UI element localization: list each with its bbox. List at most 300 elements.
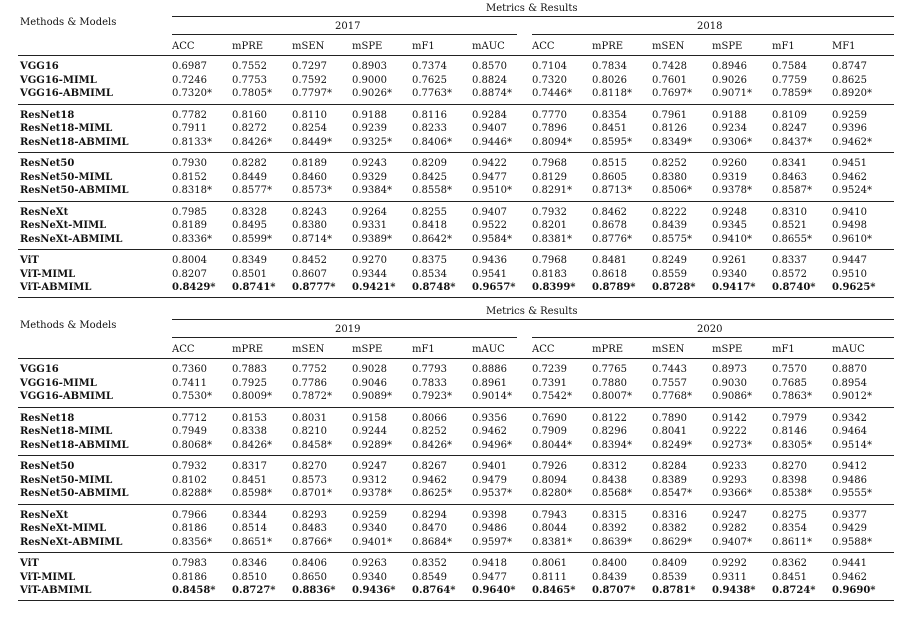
- table-cell: 0.9410*: [712, 233, 752, 245]
- table-cell: 0.9418: [472, 558, 507, 569]
- table-bottom-rule: [18, 600, 894, 601]
- table-cell: 0.8684*: [412, 536, 452, 548]
- table-cell: 0.9555*: [832, 488, 872, 499]
- table-cell: 0.9429: [832, 523, 867, 534]
- table-cell: 0.9477: [472, 171, 507, 183]
- table-cell: 0.8607: [292, 268, 327, 280]
- table-cell: 0.8534: [412, 268, 447, 280]
- table-cell: 0.7690: [532, 412, 567, 424]
- table-cell: 0.9436*: [352, 585, 396, 596]
- table-cell: 0.7625: [412, 74, 447, 86]
- table-cell: 0.7685: [772, 377, 807, 389]
- table-cell: 0.7925: [232, 377, 267, 389]
- table-cell: 0.9422: [472, 158, 507, 169]
- table-cell: 0.9188: [352, 109, 387, 121]
- table-cell: 0.8451: [232, 474, 267, 486]
- table-cell: 0.8346: [232, 558, 267, 569]
- group-rule: [18, 104, 894, 105]
- method-name: ResNet50: [20, 461, 75, 472]
- table-cell: 0.8044*: [532, 439, 572, 451]
- column-header: mF1: [412, 41, 435, 52]
- table-cell: 0.8094: [532, 474, 567, 486]
- table-cell: 0.8201: [532, 220, 567, 231]
- table-cell: 0.7770: [532, 109, 567, 121]
- table-cell: 0.9438*: [712, 585, 756, 596]
- table-cell: 0.7530*: [172, 391, 212, 402]
- table-cell: 0.7374: [412, 61, 447, 72]
- table-cell: 0.8267: [412, 461, 447, 472]
- table-cell: 0.8315: [592, 509, 627, 521]
- table-cell: 0.8462: [592, 206, 627, 218]
- table-cell: 0.8463: [772, 171, 807, 183]
- table-cell: 0.8133*: [172, 136, 212, 148]
- table-cell: 0.9345: [712, 220, 747, 231]
- table-cell: 0.8233: [412, 123, 447, 134]
- table-cell: 0.9510: [832, 268, 867, 280]
- table-cell: 0.8451: [592, 123, 627, 134]
- table-cell: 0.7968: [532, 158, 567, 169]
- column-header: mSEN: [652, 344, 685, 355]
- table-cell: 0.7923*: [412, 391, 452, 402]
- table-cell: 0.8294: [412, 509, 447, 521]
- table-cell: 0.7570: [772, 364, 807, 375]
- table-cell: 0.8249: [652, 255, 687, 266]
- table-cell: 0.7443: [652, 364, 687, 375]
- table-cell: 0.7753: [232, 74, 267, 86]
- table-cell: 0.9366*: [712, 488, 752, 499]
- method-name: ResNet50-MIML: [20, 474, 113, 486]
- table-cell: 0.8111: [532, 571, 567, 583]
- table-cell: 0.7246: [172, 74, 207, 86]
- table-cell: 0.8870: [832, 364, 867, 375]
- table-cell: 0.8573: [292, 474, 327, 486]
- table-cell: 0.6987: [172, 61, 207, 72]
- table-cell: 0.9259: [832, 109, 867, 121]
- table-cell: 0.9089*: [352, 391, 392, 402]
- table-cell: 0.8102: [172, 474, 207, 486]
- table-cell: 0.8439: [592, 571, 627, 583]
- table-cell: 0.7320*: [172, 88, 212, 99]
- table-cell: 0.9158: [352, 412, 387, 424]
- table-cell: 0.9625*: [832, 282, 876, 293]
- table-cell: 0.8920*: [832, 88, 872, 99]
- method-name: ResNet18: [20, 109, 75, 121]
- table-cell: 0.7391: [532, 377, 567, 389]
- table-cell: 0.8352: [412, 558, 447, 569]
- table-cell: 0.9312: [352, 474, 387, 486]
- table-cell: 0.9342: [832, 412, 867, 424]
- table-cell: 0.9462: [472, 426, 507, 437]
- table-cell: 0.8349: [232, 255, 267, 266]
- table-cell: 0.8061: [532, 558, 567, 569]
- table-cell: 0.8129: [532, 171, 567, 183]
- method-name: ResNeXt-MIML: [20, 523, 107, 534]
- table-cell: 0.8650: [292, 571, 327, 583]
- method-name: ResNet50-MIML: [20, 171, 113, 183]
- table-cell: 0.7542*: [532, 391, 572, 402]
- method-name: ResNet18: [20, 412, 75, 424]
- table-cell: 0.9421*: [352, 282, 396, 293]
- table-cell: 0.7584: [772, 61, 807, 72]
- table-cell: 0.8110: [292, 109, 327, 121]
- table-cell: 0.8394*: [592, 439, 632, 451]
- table-cell: 0.8426*: [232, 439, 272, 451]
- table-cell: 0.8291*: [532, 185, 572, 196]
- table-cell: 0.9263: [352, 558, 387, 569]
- table-cell: 0.9407*: [712, 536, 752, 548]
- table-cell: 0.9239: [352, 123, 387, 134]
- table-cell: 0.7943: [532, 509, 567, 521]
- table-cell: 0.8538*: [772, 488, 812, 499]
- table-cell: 0.8483: [292, 523, 327, 534]
- table-cell: 0.8296: [592, 426, 627, 437]
- method-name: ResNet50: [20, 158, 75, 169]
- table-cell: 0.9610*: [832, 233, 872, 245]
- table-cell: 0.8186: [172, 571, 207, 583]
- table-cell: 0.8501: [232, 268, 267, 280]
- table-cell: 0.8254: [292, 123, 327, 134]
- table-cell: 0.7805*: [232, 88, 272, 99]
- group-rule: [18, 455, 894, 456]
- method-name: ResNet50-ABMIML: [20, 185, 129, 196]
- table-cell: 0.8349*: [652, 136, 692, 148]
- table-cell: 0.8587*: [772, 185, 812, 196]
- table-cell: 0.8521: [772, 220, 807, 231]
- group-rule: [18, 249, 894, 250]
- table-cell: 0.7834: [592, 61, 627, 72]
- table-cell: 0.9270: [352, 255, 387, 266]
- table-cell: 0.8570: [472, 61, 507, 72]
- table-cell: 0.9447: [832, 255, 867, 266]
- table-cell: 0.9690*: [832, 585, 876, 596]
- table-cell: 0.9407: [472, 206, 507, 218]
- table-cell: 0.8611*: [772, 536, 812, 548]
- table-cell: 0.9293: [712, 474, 747, 486]
- table-cell: 0.7768*: [652, 391, 692, 402]
- table-cell: 0.9243: [352, 158, 387, 169]
- table-cell: 0.9522: [472, 220, 507, 231]
- table-cell: 0.8160: [232, 109, 267, 121]
- table-cell: 0.8418: [412, 220, 447, 231]
- column-header: mSPE: [712, 344, 743, 355]
- table-cell: 0.9142: [712, 412, 747, 424]
- table-cell: 0.8189: [172, 220, 207, 231]
- table-cell: 0.9417*: [712, 282, 756, 293]
- table-cell: 0.8338: [232, 426, 267, 437]
- column-header: mAUC: [472, 344, 505, 355]
- table-cell: 0.8406: [292, 558, 327, 569]
- table-cell: 0.8903: [352, 61, 387, 72]
- table-cell: 0.8284: [652, 461, 687, 472]
- table-cell: 0.8629*: [652, 536, 692, 548]
- table-cell: 0.8328: [232, 206, 267, 218]
- table-cell: 0.8558*: [412, 185, 452, 196]
- table-cell: 0.8354: [772, 523, 807, 534]
- column-header: mSEN: [652, 41, 685, 52]
- table-cell: 0.9597*: [472, 536, 512, 548]
- table-cell: 0.8362: [772, 558, 807, 569]
- table-cell: 0.9340: [712, 268, 747, 280]
- table-cell: 0.9537*: [472, 488, 512, 499]
- table-cell: 0.7411: [172, 377, 207, 389]
- method-name: ViT-MIML: [20, 268, 76, 280]
- table-cell: 0.8747: [832, 61, 867, 72]
- column-header: mSPE: [712, 41, 743, 52]
- year-header: 2017: [335, 21, 361, 32]
- table-cell: 0.8727*: [232, 585, 276, 596]
- table-cell: 0.9248: [712, 206, 747, 218]
- table-cell: 0.8701*: [292, 488, 332, 499]
- table-cell: 0.7557: [652, 377, 687, 389]
- table-cell: 0.9410: [832, 206, 867, 218]
- group-rule: [18, 504, 894, 505]
- table-cell: 0.9046: [352, 377, 387, 389]
- table-cell: 0.8255: [412, 206, 447, 218]
- table-cell: 0.8007*: [592, 391, 632, 402]
- method-name: ResNeXt: [20, 206, 69, 218]
- table-cell: 0.8209: [412, 158, 447, 169]
- table-cell: 0.8776*: [592, 233, 632, 245]
- method-name: VGG16-ABMIML: [20, 88, 113, 99]
- table-cell: 0.9244: [352, 426, 387, 437]
- table-cell: 0.8183: [532, 268, 567, 280]
- table-cell: 0.7932: [532, 206, 567, 218]
- table-cell: 0.9292: [712, 558, 747, 569]
- table-cell: 0.8573*: [292, 185, 332, 196]
- table-cell: 0.8247: [772, 123, 807, 134]
- table-cell: 0.8714*: [292, 233, 332, 245]
- table-cell: 0.8449: [232, 171, 267, 183]
- table-cell: 0.7697*: [652, 88, 692, 99]
- table-cell: 0.9260: [712, 158, 747, 169]
- table-cell: 0.8207: [172, 268, 207, 280]
- table-cell: 0.9233: [712, 461, 747, 472]
- table-cell: 0.9514*: [832, 439, 872, 451]
- table-cell: 0.7968: [532, 255, 567, 266]
- table-cell: 0.8336*: [172, 233, 212, 245]
- table-cell: 0.8152: [172, 171, 207, 183]
- year-header: 2019: [335, 324, 361, 335]
- table-cell: 0.8186: [172, 523, 207, 534]
- table-cell: 0.8886: [472, 364, 507, 375]
- table-cell: 0.7239: [532, 364, 567, 375]
- table-cell: 0.8766*: [292, 536, 332, 548]
- table-cell: 0.8510: [232, 571, 267, 583]
- table-cell: 0.9282: [712, 523, 747, 534]
- table-cell: 0.9325*: [352, 136, 392, 148]
- table-cell: 0.8406*: [412, 136, 452, 148]
- table-cell: 0.7930: [172, 158, 207, 169]
- table-cell: 0.7765: [592, 364, 627, 375]
- table-cell: 0.8439: [652, 220, 687, 231]
- group-rule: [18, 152, 894, 153]
- table-cell: 0.7297: [292, 61, 327, 72]
- table-cell: 0.7979: [772, 412, 807, 424]
- table-cell: 0.8495: [232, 220, 267, 231]
- table-cell: 0.8041: [652, 426, 687, 437]
- table-cell: 0.8595*: [592, 136, 632, 148]
- table-cell: 0.9378*: [712, 185, 752, 196]
- table-cell: 0.8748*: [412, 282, 456, 293]
- column-header: ACC: [172, 344, 195, 355]
- table-cell: 0.8375: [412, 255, 447, 266]
- table-cell: 0.8655*: [772, 233, 812, 245]
- table-cell: 0.8572: [772, 268, 807, 280]
- table-cell: 0.9030: [712, 377, 747, 389]
- column-header: mAUC: [472, 41, 505, 52]
- table-cell: 0.9401*: [352, 536, 392, 548]
- table-cell: 0.7782: [172, 109, 207, 121]
- group-rule: [18, 552, 894, 553]
- table-cell: 0.7552: [232, 61, 267, 72]
- table-cell: 0.9340: [352, 571, 387, 583]
- table-cell: 0.9407: [472, 123, 507, 134]
- table-cell: 0.9273*: [712, 439, 752, 451]
- table-cell: 0.8713*: [592, 185, 632, 196]
- table-cell: 0.9640*: [472, 585, 516, 596]
- column-header: mSEN: [292, 344, 325, 355]
- table-cell: 0.9584*: [472, 233, 512, 245]
- table-cell: 0.8068*: [172, 439, 212, 451]
- corner-header: Methods & Models: [20, 17, 117, 28]
- method-name: ViT-ABMIML: [20, 282, 92, 293]
- table-cell: 0.8031: [292, 412, 327, 424]
- table-cell: 0.9028: [352, 364, 387, 375]
- method-name: ResNet18-MIML: [20, 123, 113, 134]
- table-cell: 0.8066: [412, 412, 447, 424]
- table-cell: 0.8249*: [652, 439, 692, 451]
- table-cell: 0.9222: [712, 426, 747, 437]
- table-cell: 0.7759: [772, 74, 807, 86]
- column-header: mSPE: [352, 344, 383, 355]
- super-header: Metrics & Results: [486, 3, 578, 14]
- table-cell: 0.8116: [412, 109, 447, 121]
- table-cell: 0.7446*: [532, 88, 572, 99]
- table-cell: 0.8777*: [292, 282, 336, 293]
- table-cell: 0.9524*: [832, 185, 872, 196]
- table-cell: 0.7428: [652, 61, 687, 72]
- table-cell: 0.9188: [712, 109, 747, 121]
- table-cell: 0.8961: [472, 377, 507, 389]
- column-header: mPRE: [232, 344, 264, 355]
- table-cell: 0.7752: [292, 364, 327, 375]
- table-cell: 0.8305*: [772, 439, 812, 451]
- table-cell: 0.9247: [712, 509, 747, 521]
- table-cell: 0.8398: [772, 474, 807, 486]
- table-cell: 0.9496*: [472, 439, 512, 451]
- table-cell: 0.8470: [412, 523, 447, 534]
- table-cell: 0.8252: [412, 426, 447, 437]
- table-cell: 0.8392: [592, 523, 627, 534]
- table-cell: 0.8122: [592, 412, 627, 424]
- table-cell: 0.8316: [652, 509, 687, 521]
- table-cell: 0.8836*: [292, 585, 336, 596]
- method-name: ViT: [20, 255, 39, 266]
- table-cell: 0.8506*: [652, 185, 692, 196]
- column-header: mPRE: [592, 41, 624, 52]
- table-cell: 0.7911: [172, 123, 207, 134]
- table-cell: 0.8222: [652, 206, 687, 218]
- table-cell: 0.8270: [292, 461, 327, 472]
- table-cell: 0.9657*: [472, 282, 516, 293]
- table-cell: 0.8399*: [532, 282, 576, 293]
- method-name: VGG16-MIML: [20, 377, 97, 389]
- table-cell: 0.8559: [652, 268, 687, 280]
- table-cell: 0.8356*: [172, 536, 212, 548]
- table-cell: 0.8618: [592, 268, 627, 280]
- table-cell: 0.7763*: [412, 88, 452, 99]
- table-cell: 0.8874*: [472, 88, 512, 99]
- table-cell: 0.9462: [832, 571, 867, 583]
- table-cell: 0.7961: [652, 109, 687, 121]
- table-cell: 0.8437*: [772, 136, 812, 148]
- column-header: ACC: [172, 41, 195, 52]
- method-name: ResNeXt-MIML: [20, 220, 107, 231]
- table-cell: 0.8288*: [172, 488, 212, 499]
- table-cell: 0.9284: [472, 109, 507, 121]
- table-cell: 0.9259: [352, 509, 387, 521]
- table-cell: 0.8252: [652, 158, 687, 169]
- column-header: mF1: [772, 41, 795, 52]
- table-cell: 0.7985: [172, 206, 207, 218]
- table-cell: 0.7104: [532, 61, 567, 72]
- table-cell: 0.9026*: [352, 88, 392, 99]
- group-rule: [18, 407, 894, 408]
- table-cell: 0.8514: [232, 523, 267, 534]
- table-cell: 0.8380: [652, 171, 687, 183]
- table-cell: 0.8409: [652, 558, 687, 569]
- table-cell: 0.8426*: [232, 136, 272, 148]
- table-cell: 0.9398: [472, 509, 507, 521]
- table-cell: 0.8954: [832, 377, 867, 389]
- table-cell: 0.9436: [472, 255, 507, 266]
- table-cell: 0.7890: [652, 412, 687, 424]
- table-cell: 0.9462: [412, 474, 447, 486]
- table-cell: 0.7793: [412, 364, 447, 375]
- table-cell: 0.8740*: [772, 282, 816, 293]
- table-cell: 0.9264: [352, 206, 387, 218]
- header-bottom-rule: [18, 55, 894, 56]
- method-name: ResNeXt-ABMIML: [20, 233, 123, 245]
- column-header: mSPE: [352, 41, 383, 52]
- table-cell: 0.7592: [292, 74, 327, 86]
- table-cell: 0.9446*: [472, 136, 512, 148]
- table-cell: 0.8426*: [412, 439, 452, 451]
- table-cell: 0.9451: [832, 158, 867, 169]
- table-cell: 0.8599*: [232, 233, 272, 245]
- table-cell: 0.8389: [652, 474, 687, 486]
- table-cell: 0.9541: [472, 268, 507, 280]
- year-header: 2018: [697, 21, 723, 32]
- table-cell: 0.8946: [712, 61, 747, 72]
- table-cell: 0.7880: [592, 377, 627, 389]
- table-cell: 0.8547*: [652, 488, 692, 499]
- table-cell: 0.9014*: [472, 391, 512, 402]
- table-cell: 0.8026: [592, 74, 627, 86]
- method-name: VGG16: [20, 364, 59, 375]
- method-name: ViT: [20, 558, 39, 569]
- group-rule: [18, 201, 894, 202]
- table-cell: 0.8741*: [232, 282, 276, 293]
- method-name: ResNet50-ABMIML: [20, 488, 129, 499]
- table-cell: 0.9086*: [712, 391, 752, 402]
- table-cell: 0.9462*: [832, 136, 872, 148]
- table-cell: 0.9378*: [352, 488, 392, 499]
- table-cell: 0.8044: [532, 523, 567, 534]
- table-cell: 0.9441: [832, 558, 867, 569]
- table-cell: 0.8724*: [772, 585, 816, 596]
- table-cell: 0.9356: [472, 412, 507, 424]
